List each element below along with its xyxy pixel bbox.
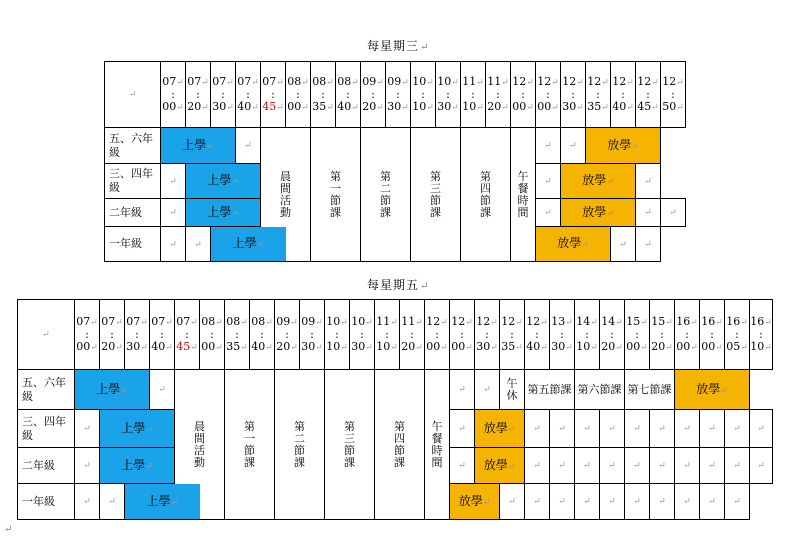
time-cell: 12↵ : 30↵ [475,300,500,370]
empty-cell: ↵ [500,484,525,520]
time-cell: 10↵ : 30↵ [350,300,375,370]
empty-cell: ↵ [525,410,550,448]
grade-label: 五、六年級 [105,128,161,164]
empty-cell: ↵ [536,199,561,227]
empty-cell: ↵ [150,370,175,410]
afternoon-nap: 午休 [500,370,525,410]
empty-cell: ↵ [611,227,636,262]
empty-cell: ↵ [650,448,675,484]
period-3: 第三節課 [325,370,375,520]
end-block: 放學↵ [475,448,525,484]
empty-cell: ↵ [625,410,650,448]
end-block: 放學↵ [675,370,750,410]
end-block: 放學↵ [561,164,636,199]
time-cell: 15↵ : 20↵ [650,300,675,370]
start-block: 上學↵ [186,199,261,227]
empty-cell: ↵ [525,484,550,520]
start-block: 上學↵ [211,227,286,262]
empty-cell: ↵ [475,370,500,410]
empty-cell: ↵ [75,448,100,484]
wednesday-time-header-row [105,62,686,128]
time-cell: 16↵ : 10↵ [750,300,773,370]
time-cell: 14↵ : 20↵ [600,300,625,370]
empty-cell: ↵ [661,199,686,227]
empty-cell: ↵ [636,164,661,199]
end-block: 放學↵ [561,199,636,227]
empty-cell: ↵ [575,410,600,448]
empty-cell: ↵ [636,227,661,262]
start-block: 上學↵ [100,448,175,484]
empty-cell: ↵ [600,410,625,448]
corner-cell: ↵ [18,300,75,370]
empty-cell: ↵ [675,448,700,484]
empty-cell: ↵ [725,448,750,484]
empty-cell: ↵ [450,370,475,410]
time-cell: 15↵ : 00↵ [625,300,650,370]
time-cell: 09↵ : 30↵ [386,62,411,128]
empty-cell: ↵ [700,448,725,484]
grade-label: 一年級 [18,484,75,520]
friday-title: 每星期五↵ [367,278,430,292]
period-6: 第六節課 [575,370,625,410]
end-block: 放學↵ [586,128,661,164]
time-cell: 13↵ : 30↵ [550,300,575,370]
empty-cell: ↵ [600,484,625,520]
wednesday-row-grade56 [105,128,686,164]
empty-cell: ↵ [700,484,725,520]
empty-cell: ↵ [161,164,186,199]
grade-label: 一年級 [105,227,161,262]
period-7: 第七節課 [625,370,675,410]
period-5: 第五節課 [525,370,575,410]
friday-schedule-table [17,299,773,520]
empty-cell: ↵ [675,410,700,448]
time-cell: 12↵ : 30↵ [561,62,586,128]
time-cell: 16↵ : 00↵ [675,300,700,370]
time-cell: 07↵ : 40↵ [236,62,261,128]
time-cell: 08↵ : 40↵ [250,300,275,370]
grade-label: 二年級 [18,448,75,484]
period-morning-activity: 晨間活動 [175,370,225,520]
period-1: 第一節課 [311,128,361,262]
empty-cell: ↵ [75,484,100,520]
time-cell: 11↵ : 20↵ [486,62,511,128]
empty-cell: ↵ [536,164,561,199]
friday-row-grade56 [18,370,773,410]
time-cell: 12↵ : 50↵ [661,62,686,128]
empty-cell: ↵ [236,128,261,164]
time-cell: 07↵ : 30↵ [125,300,150,370]
grade-label: 三、四年級 [105,164,161,199]
wednesday-title: 每星期三↵ [367,39,430,53]
time-cell: 12↵ : 35↵ [586,62,611,128]
time-cell: 07↵ : 20↵ [100,300,125,370]
time-cell: 12↵ : 45↵ [636,62,661,128]
time-cell: 12↵ : 40↵ [525,300,550,370]
period-morning-activity: 晨間活動 [261,128,311,262]
empty-cell: ↵ [600,448,625,484]
time-cell: 08↵ : 00↵ [200,300,225,370]
empty-cell: ↵ [536,128,561,164]
time-cell: 16↵ : 05↵ [725,300,750,370]
grade-label: 五、六年級 [18,370,75,410]
time-cell: 14↵ : 10↵ [575,300,600,370]
time-cell: 08↵ : 40↵ [336,62,361,128]
empty-cell: ↵ [75,410,100,448]
start-block: 上學↵ [161,128,236,164]
empty-cell: ↵ [550,484,575,520]
grade-label: 三、四年級 [18,410,75,448]
time-cell: 12↵ : 00↵ [450,300,475,370]
empty-cell: ↵ [625,484,650,520]
time-cell: 08↵ : 35↵ [225,300,250,370]
time-cell: 09↵ : 30↵ [300,300,325,370]
empty-cell: ↵ [575,448,600,484]
time-cell: 07↵ : 00↵ [75,300,100,370]
empty-cell: ↵ [700,410,725,448]
empty-cell: ↵ [161,227,186,262]
empty-cell: ↵ [636,199,661,227]
empty-cell: ↵ [650,410,675,448]
empty-cell: ↵ [561,128,586,164]
time-cell: 09↵ : 20↵ [275,300,300,370]
time-cell: 16↵ : 00↵ [700,300,725,370]
corner-cell: ↵ [105,62,161,128]
time-cell: 07↵ : 20↵ [186,62,211,128]
wednesday-schedule-table [104,61,686,262]
time-cell: 11↵ : 20↵ [400,300,425,370]
empty-cell: ↵ [750,410,773,448]
period-lunch: 午餐時間 [511,128,536,262]
start-block: 上學↵ [125,484,200,520]
end-block: 放學↵ [475,410,525,448]
empty-cell: ↵ [550,410,575,448]
period-1: 第一節課 [225,370,275,520]
start-block: 上學↵ [75,370,150,410]
period-2: 第二節課 [275,370,325,520]
time-cell: 12↵ : 00↵ [536,62,561,128]
period-4: 第四節課 [375,370,425,520]
empty-cell: ↵ [100,484,125,520]
time-cell: 12↵ : 40↵ [611,62,636,128]
time-cell: 11↵ : 10↵ [461,62,486,128]
time-cell: 12↵ : 00↵ [425,300,450,370]
empty-cell: ↵ [450,448,475,484]
empty-cell: ↵ [550,448,575,484]
empty-cell: ↵ [650,484,675,520]
empty-cell: ↵ [725,410,750,448]
grade-label: 二年級 [105,199,161,227]
empty-cell: ↵ [525,448,550,484]
paragraph-mark: ↵ [4,524,13,535]
start-block: 上學↵ [100,410,175,448]
time-cell-highlight: 07↵ : 45↵ [261,62,286,128]
empty-cell: ↵ [161,199,186,227]
time-cell: 10↵ : 10↵ [325,300,350,370]
start-block: 上學↵ [186,164,261,199]
time-cell: 07↵ : 40↵ [150,300,175,370]
period-lunch: 午餐時間 [425,370,450,520]
empty-cell: ↵ [675,484,700,520]
time-cell: 12↵ : 00↵ [511,62,536,128]
end-block: 放學↵ [536,227,611,262]
end-block: 放學↵ [450,484,500,520]
empty-cell: ↵ [186,227,211,262]
time-cell: 07↵ : 30↵ [211,62,236,128]
period-4: 第四節課 [461,128,511,262]
time-cell: 12↵ : 35↵ [500,300,525,370]
time-cell: 11↵ : 10↵ [375,300,400,370]
empty-cell: ↵ [725,484,750,520]
time-cell: 08↵ : 35↵ [311,62,336,128]
time-cell-highlight: 07↵ : 45↵ [175,300,200,370]
time-cell: 10↵ : 10↵ [411,62,436,128]
time-cell: 08↵ : 00↵ [286,62,311,128]
empty-cell: ↵ [750,448,773,484]
time-cell: 07↵ : 00↵ [161,62,186,128]
time-cell: 09↵ : 20↵ [361,62,386,128]
period-3: 第三節課 [411,128,461,262]
friday-time-header-row [18,300,773,370]
empty-cell: ↵ [450,410,475,448]
empty-cell: ↵ [625,448,650,484]
empty-cell: ↵ [575,484,600,520]
time-cell: 10↵ : 30↵ [436,62,461,128]
period-2: 第二節課 [361,128,411,262]
